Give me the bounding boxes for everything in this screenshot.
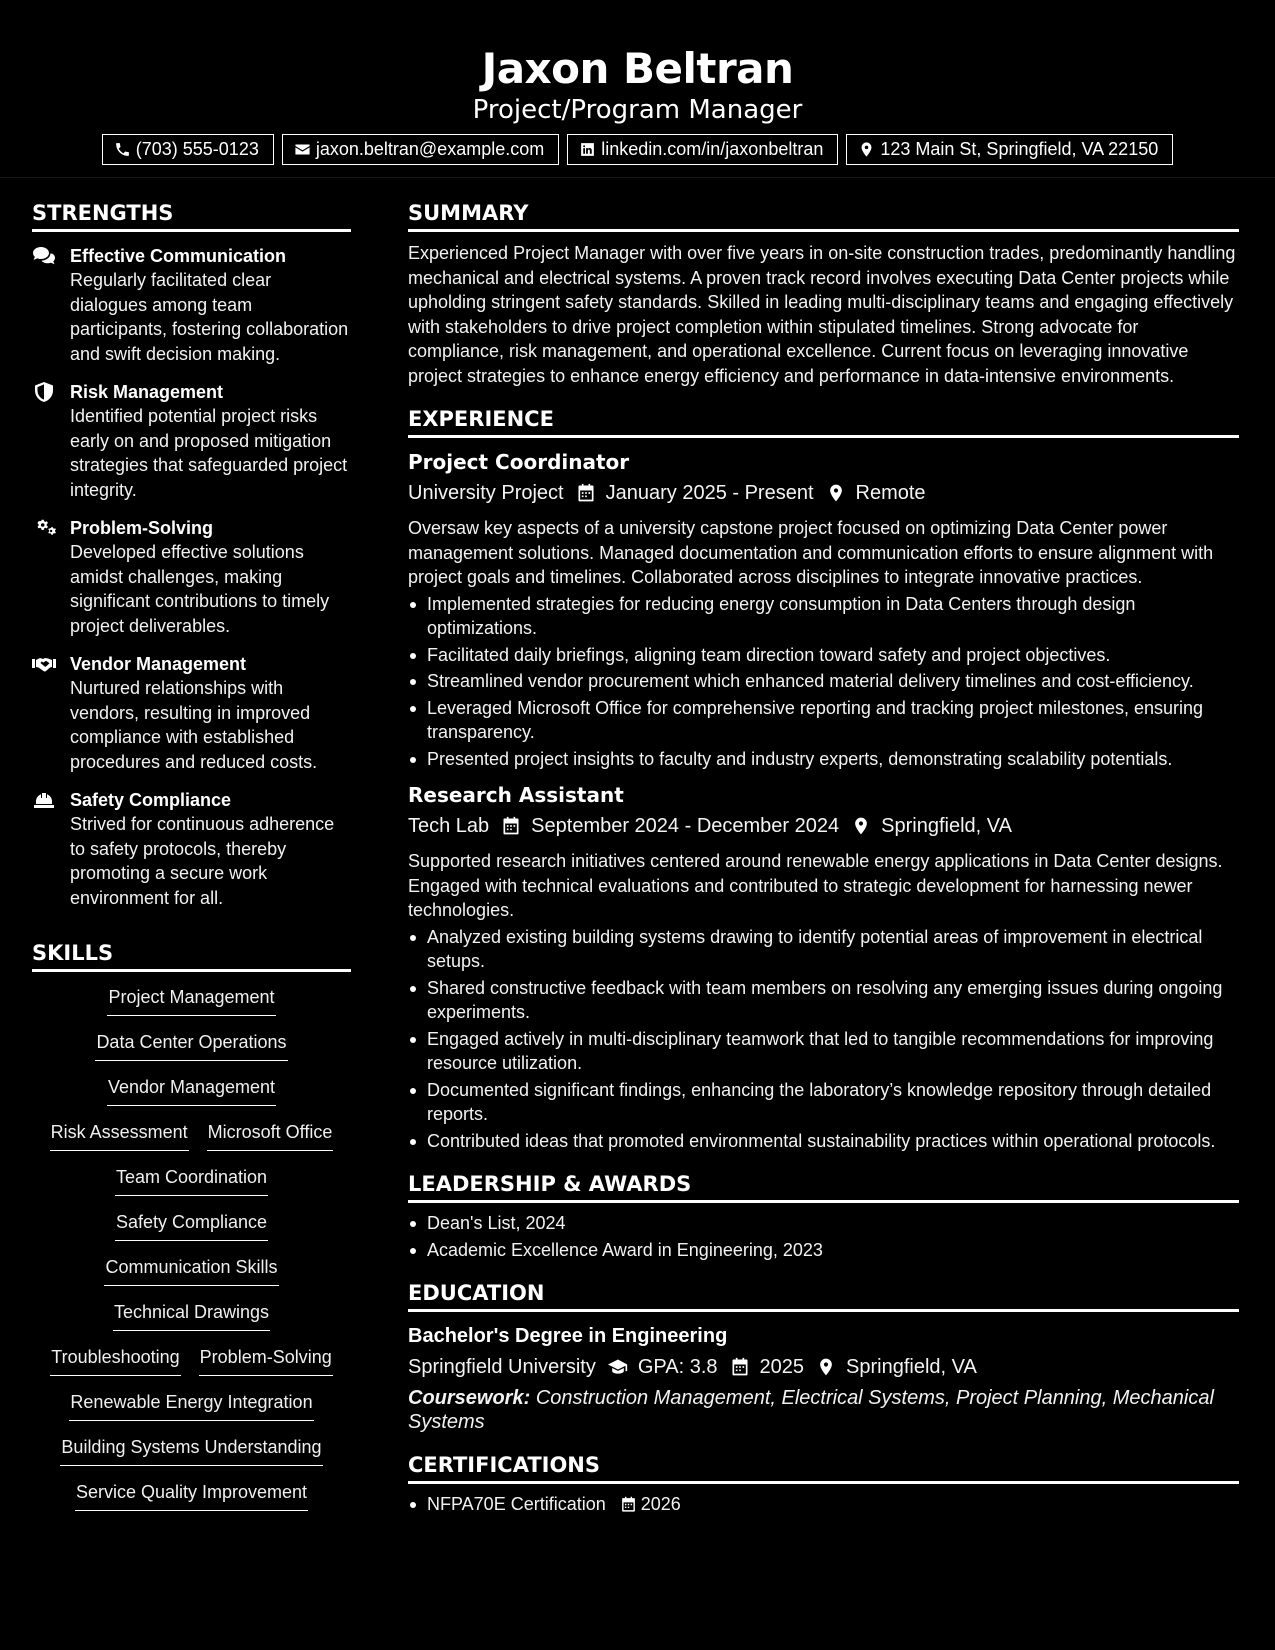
contact-phone[interactable] [102,134,274,165]
strength-item [32,788,351,910]
skills-list [32,984,351,1524]
skill-tag: Problem-Solving [199,1344,333,1376]
job-dates: September 2024 - December 2024 [531,815,840,837]
list-item: Leveraged Microsoft Office for comprehensive reporting and tracking project milestones, ensuring transparency. [408,696,1239,745]
list-item: Streamlined vendor procurement which enhanced material delivery timelines and cost-efficiency. [408,669,1239,694]
shield-icon [32,382,56,402]
calendar-icon [620,1496,637,1513]
strength-title: Risk Management [70,382,224,402]
skill-tag: Renewable Energy Integration [69,1389,313,1421]
strength-item [32,516,351,638]
job-meta [408,478,1239,508]
experience-heading: EXPERIENCE [408,404,1239,438]
comments-icon [32,246,56,266]
awards-heading: LEADERSHIP & AWARDS [408,1169,1239,1203]
strength-desc: Nurtured relationships with vendors, resulting in improved compliance with established procedures and reduced costs. [70,678,318,772]
strength-item [32,652,351,774]
list-item: Contributed ideas that promoted environmental sustainability practices within operational protocols. [408,1129,1239,1154]
left-column [32,198,351,1524]
skill-tag: Troubleshooting [50,1344,180,1376]
list-item: Implemented strategies for reducing energy consumption in Data Centers through design optimizations. [408,592,1239,641]
list-item: Shared constructive feedback with team members on resolving any emerging issues during ongoing experiments. [408,976,1239,1025]
job-bullets [408,592,1239,772]
list-item: Dean's List, 2024 [408,1211,1239,1236]
job-org: University Project [408,482,564,504]
list-item: Presented project insights to faculty and industry experts, demonstrating scalability potentials. [408,747,1239,772]
contact-email[interactable] [282,134,559,165]
strength-desc: Identified potential project risks early on and proposed mitigation strategies that safeguarded project integrity. [70,406,348,500]
contact-linkedin-text: linkedin.com/in/jaxonbeltran [601,139,824,159]
linkedin-icon [579,141,596,158]
calendar-icon [501,816,521,836]
summary-heading: SUMMARY [408,198,1239,232]
job-entry [408,448,1239,771]
skill-tag: Technical Drawings [113,1299,270,1331]
skill-tag: Team Coordination [115,1164,268,1196]
degree-title: Bachelor's Degree in Engineering [408,1325,728,1347]
strength-desc: Regularly facilitated clear dialogues among team participants, fostering collaboration and swift decision making. [70,270,349,364]
summary-text: Experienced Project Manager with over five years in on-site construction trades, predominantly handling mechanical and electrical systems. A proven track record involves executing Data Center projects while upholding stringent safety standards. Skilled in leading multi-disciplinary teams and engaging effectively with stakeholders to drive project completion within stipulated timelines. Strong advocate for compliance, risk management, and operational excellence. Current focus on leveraging innovative project strategies to enhance energy efficiency and performance in data-intensive environments. [408,243,1236,386]
coursework-label: Coursework: [408,1387,531,1409]
skill-tag: Vendor Management [107,1074,276,1106]
list-item: Engaged actively in multi-disciplinary teamwork that led to tangible recommendations for improving resource utilization. [408,1027,1239,1076]
list-item: Documented significant findings, enhancing the laboratory’s knowledge repository through detailed reports. [408,1078,1239,1127]
cert-year: 2026 [640,1494,681,1514]
job-location: Remote [855,482,926,504]
list-item: Academic Excellence Award in Engineering, 2023 [408,1238,1239,1263]
strength-title: Problem-Solving [70,518,214,538]
envelope-icon [294,141,311,158]
education-heading: EDUCATION [408,1278,1239,1312]
skill-tag: Service Quality Improvement [75,1479,308,1511]
right-column [408,198,1239,1519]
resume-header [0,0,1275,178]
list-item [408,1492,1239,1517]
skill-tag: Data Center Operations [95,1029,287,1061]
map-pin-icon [816,1357,836,1377]
contact-linkedin[interactable] [567,134,838,165]
hard-hat-icon [32,790,56,810]
job-meta [408,811,1239,841]
calendar-icon [730,1357,750,1377]
contact-bar [0,134,1275,165]
skill-tag: Safety Compliance [115,1209,268,1241]
strength-title: Effective Communication [70,246,287,266]
job-org: Tech Lab [408,815,490,837]
graduation-year: 2025 [759,1356,805,1378]
gears-icon [32,518,56,538]
coursework [408,1386,1239,1434]
gpa: GPA: 3.8 [637,1356,718,1378]
job-description: Supported research initiatives centered around renewable energy applications in Data Center designs. Engaged with technical evaluations and contributed to strategic development for harnessing newer technologies. [408,851,1223,920]
map-pin-icon [858,141,875,158]
skill-tag: Microsoft Office [207,1119,334,1151]
handshake-icon [32,654,56,674]
school-name: Springfield University [408,1356,596,1378]
strengths-list [32,244,351,910]
job-description: Oversaw key aspects of a university capstone project focused on optimizing Data Center power management solutions. Managed documentation and communication efforts to ensure alignment with project goals and timelines. Collaborated across disciplines to integrate innovative practices. [408,518,1214,587]
contact-email-text: jaxon.beltran@example.com [315,139,545,159]
contact-address [846,134,1173,165]
strength-item [32,380,351,502]
candidate-title: Project/Program Manager [472,95,803,125]
education-meta [408,1352,1239,1382]
job-title: Research Assistant [408,783,624,807]
map-pin-icon [826,483,846,503]
job-entry [408,781,1239,1153]
list-item: Facilitated daily briefings, aligning team direction toward safety and project objectives. [408,643,1239,668]
awards-list [408,1211,1239,1262]
cert-name: NFPA70E Certification [427,1494,606,1514]
certifications-list [408,1492,1239,1517]
job-bullets [408,925,1239,1154]
strength-title: Vendor Management [70,654,247,674]
candidate-name: Jaxon Beltran [481,44,794,93]
map-pin-icon [851,816,871,836]
skill-tag: Project Management [107,984,275,1016]
strength-title: Safety Compliance [70,790,232,810]
strength-item [32,244,351,366]
skills-heading: SKILLS [32,938,351,972]
phone-icon [114,141,131,158]
skill-tag: Communication Skills [104,1254,278,1286]
certifications-heading: CERTIFICATIONS [408,1450,1239,1484]
list-item: Analyzed existing building systems drawing to identify potential areas of improvement in electrical setups. [408,925,1239,974]
job-title: Project Coordinator [408,450,630,474]
school-location: Springfield, VA [846,1356,977,1378]
job-location: Springfield, VA [881,815,1012,837]
strengths-heading: STRENGTHS [32,198,351,232]
coursework-text: Construction Management, Electrical Systems, Project Planning, Mechanical Systems [408,1387,1214,1433]
strength-desc: Developed effective solutions amidst challenges, making significant contributions to timely project deliverables. [70,542,330,636]
contact-phone-text: (703) 555-0123 [135,139,259,159]
strength-desc: Strived for continuous adherence to safety protocols, thereby promoting a secure work environment for all. [70,814,335,908]
calendar-icon [576,483,596,503]
graduation-cap-icon [608,1357,628,1377]
contact-address-text: 123 Main St, Springfield, VA 22150 [880,139,1159,159]
job-dates: January 2025 - Present [605,482,814,504]
skill-tag: Risk Assessment [50,1119,189,1151]
skill-tag: Building Systems Understanding [60,1434,322,1466]
